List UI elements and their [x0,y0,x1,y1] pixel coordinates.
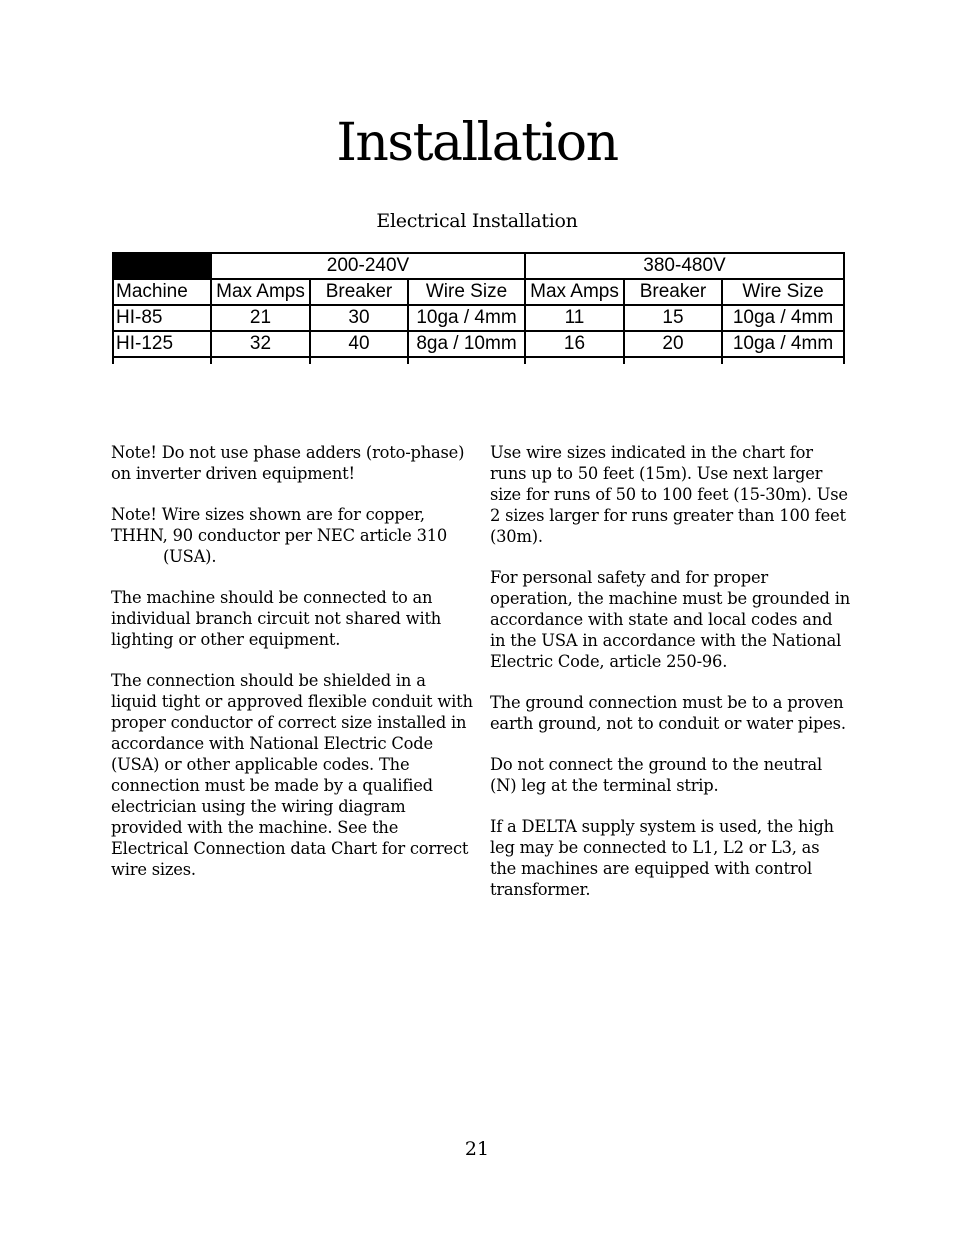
table-cell: 10ga / 4mm [722,331,844,357]
wire-size-note-usa: (USA). [163,547,217,566]
left-text-column [111,442,476,900]
paragraph-wire-run-lengths: Use wire sizes indicated in the chart for runs up to 50 feet (15m). Use next larger size for runs of 50 to 100 feet (15-30m). Use 2 sizes larger for runs greater than 100 feet (30m). [490,443,848,546]
paragraph-phase-adders-note: Note! Do not use phase adders (roto-phase) on inverter driven equipment! [111,443,465,483]
paragraph-conduit-connection: The connection should be shielded in a liquid tight or approved flexible conduit with proper conductor of correct size installed in accordance with National Electric Code (USA) or other applicable codes. The connection must be made by a qualified electrician using the wiring diagram provided with the machine. See the Electrical Connection data Chart for correct wire sizes. [111,671,473,879]
voltage-header-row [113,253,844,279]
column-header: Breaker [310,279,408,305]
table-row [113,331,844,357]
table-edge-cell [113,357,211,364]
column-header: Wire Size [722,279,844,305]
paragraph-branch-circuit: The machine should be connected to an individual branch circuit not shared with lighting or other equipment. [111,588,442,649]
column-header: Wire Size [408,279,525,305]
paragraph-neutral-leg: Do not connect the ground to the neutral (N) leg at the terminal strip. [490,755,823,795]
paragraph-wire-size-note [111,504,476,567]
table-cell: 10ga / 4mm [722,305,844,331]
table-cell: 15 [624,305,722,331]
table-edge-cell [310,357,408,364]
electrical-data-table [112,252,845,364]
column-header: Machine [113,279,211,305]
voltage-group-380-480: 380-480V [525,253,844,279]
table-cell: 21 [211,305,310,331]
paragraph-delta-supply: If a DELTA supply system is used, the high leg may be connected to L1, L2 or L3, as the machines are equipped with control transformer. [490,817,834,899]
column-header-row [113,279,844,305]
paragraph-grounding-safety: For personal safety and for proper operation, the machine must be grounded in accordance with state and local codes and in the USA in accordance with the National Electric Code, article 250-96. [490,568,850,671]
table-edge-cell [211,357,310,364]
table-edge-cell [525,357,624,364]
table-cell: 16 [525,331,624,357]
table-cell: 20 [624,331,722,357]
table-cell: 32 [211,331,310,357]
table-edge-cell [722,357,844,364]
table-cell: 40 [310,331,408,357]
table-cell: 8ga / 10mm [408,331,525,357]
table-cell: 10ga / 4mm [408,305,525,331]
section-title: Electrical Installation [376,210,578,232]
page-number: 21 [464,1138,490,1160]
wire-size-note-text: Note! Wire sizes shown are for copper, THHN, 90 conductor per NEC article 310 [111,505,448,545]
table-cell: HI-85 [113,305,211,331]
table-row [113,305,844,331]
table-cell: HI-125 [113,331,211,357]
header-corner-cell [113,253,211,279]
table-cell: 11 [525,305,624,331]
paragraph-earth-ground: The ground connection must be to a proven earth ground, not to conduit or water pipes. [490,693,846,733]
column-header: Max Amps [525,279,624,305]
right-text-column [490,442,850,920]
table-edge-cell [624,357,722,364]
column-header: Max Amps [211,279,310,305]
table-cell: 30 [310,305,408,331]
page-title: Installation [336,113,618,173]
column-header: Breaker [624,279,722,305]
table-edge-cell [408,357,525,364]
table-bottom-edge [113,357,844,364]
voltage-group-200-240: 200-240V [211,253,525,279]
